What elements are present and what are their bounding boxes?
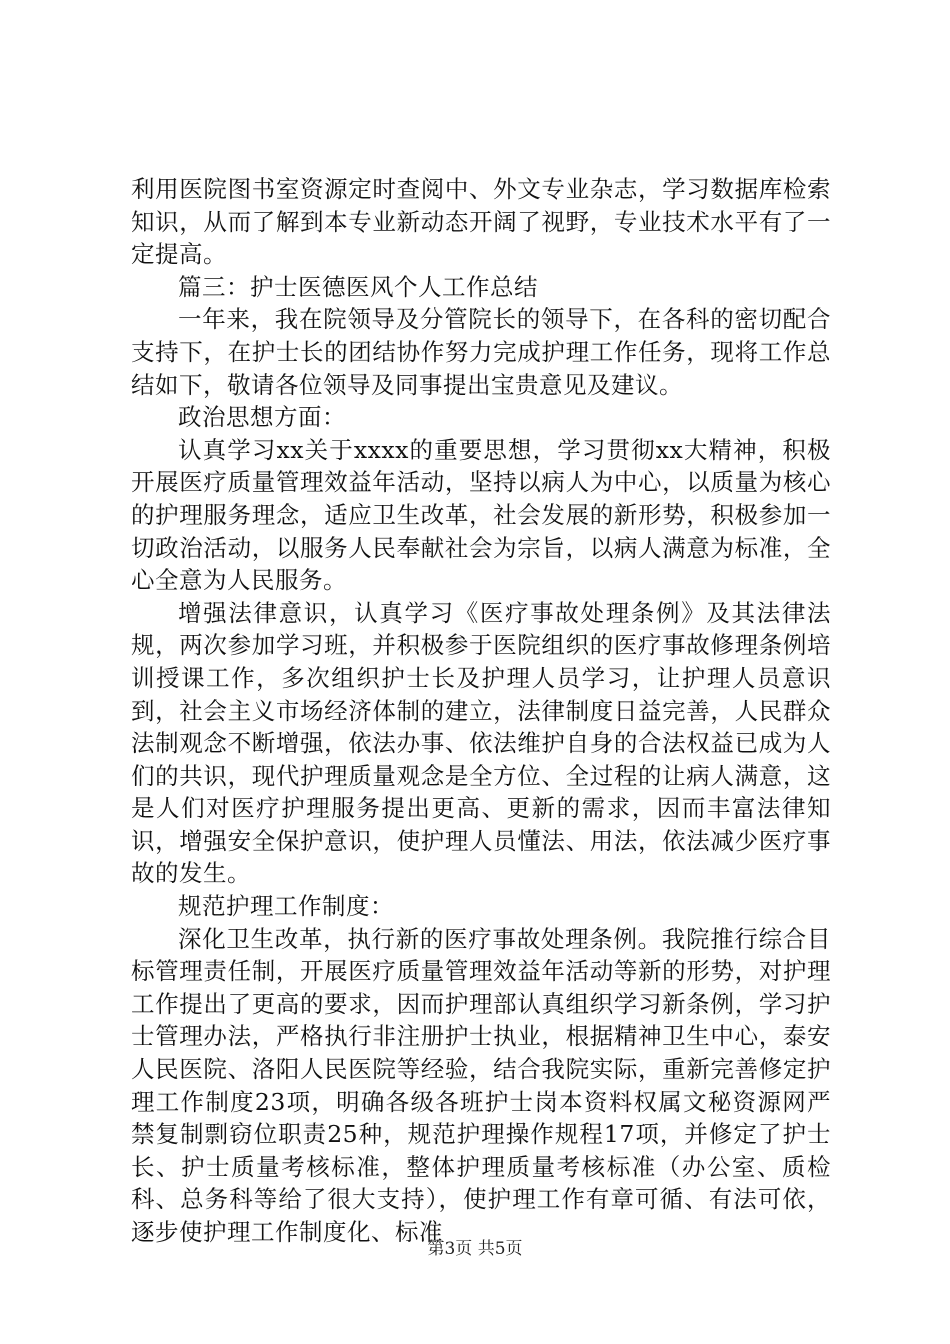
paragraph-health-reform: 深化卫生改革，执行新的医疗事故处理条例。我院推行综合目标管理责任制，开展医疗质量管理效益年活动等新的形势，对护理工作提出了更高的要求，因而护理部认真组织学习新条例，学习护士管理办法，严格执行非注册护士执业，根据精神卫生中心，泰安人民医院、洛阳人民医院等经验，结合我院实际，重新完善修定护理工作制度23项，明确各级各班护士岗本资料权属文秘资源网严禁复制剽窃位职责25种，规范护理操作规程17项，并修定了护士长、护士质量考核标准，整体护理质量考核标准（办公室、质检科、总务科等给了很大支持），使护理工作有章可循、有法可依，逐步使护理工作制度化、标准 [131, 924, 831, 1246]
page-number-footer: 第3页 共5页 [427, 1239, 523, 1259]
paragraph-political-study: 认真学习xx关于xxxx的重要思想，学习贯彻xx大精神，积极开展医疗质量管理效益年活动，坚持以病人为中心，以质量为核心的护理服务理念，适应卫生改革，社会发展的新形势，积极参加一切政治活动，以服务人民奉献社会为宗旨，以病人满意为标准，全心全意为人民服务。 [131, 435, 831, 595]
heading-nursing-rules: 规范护理工作制度： [178, 892, 394, 921]
document-body [131, 173, 831, 1249]
paragraph-intro: 一年来，我在院领导及分管院长的领导下，在各科的密切配合支持下，在护士长的团结协作努力完成护理工作任务，现将工作总结如下，敬请各位领导及同事提出宝贵意见及建议。 [131, 305, 831, 399]
paragraph-legal-awareness: 增强法律意识，认真学习《医疗事故处理条例》及其法律法规，两次参加学习班，并积极参于医院组织的医疗事故修理条例培训授课工作，多次组织护士长及护理人员学习，让护理人员意识到，社会主义市场经济体制的建立，法律制度日益完善，人民群众法制观念不断增强，依法办事、依法维护自身的合法权益已成为人们的共识，现代护理质量观念是全方位、全过程的让病人满意，这是人们对医疗护理服务提出更高、更新的需求，因而丰富法律知识，增强安全保护意识，使护理人员懂法、用法，依法减少医疗事故的发生。 [131, 598, 831, 888]
heading-political-thought: 政治思想方面： [178, 403, 346, 432]
section-title-part-three: 篇三：护士医德医风个人工作总结 [178, 272, 538, 301]
paragraph-library-study: 利用医院图书室资源定时查阅中、外文专业杂志，学习数据库检索知识，从而了解到本专业新动态开阔了视野，专业技术水平有了一定提高。 [131, 175, 831, 269]
